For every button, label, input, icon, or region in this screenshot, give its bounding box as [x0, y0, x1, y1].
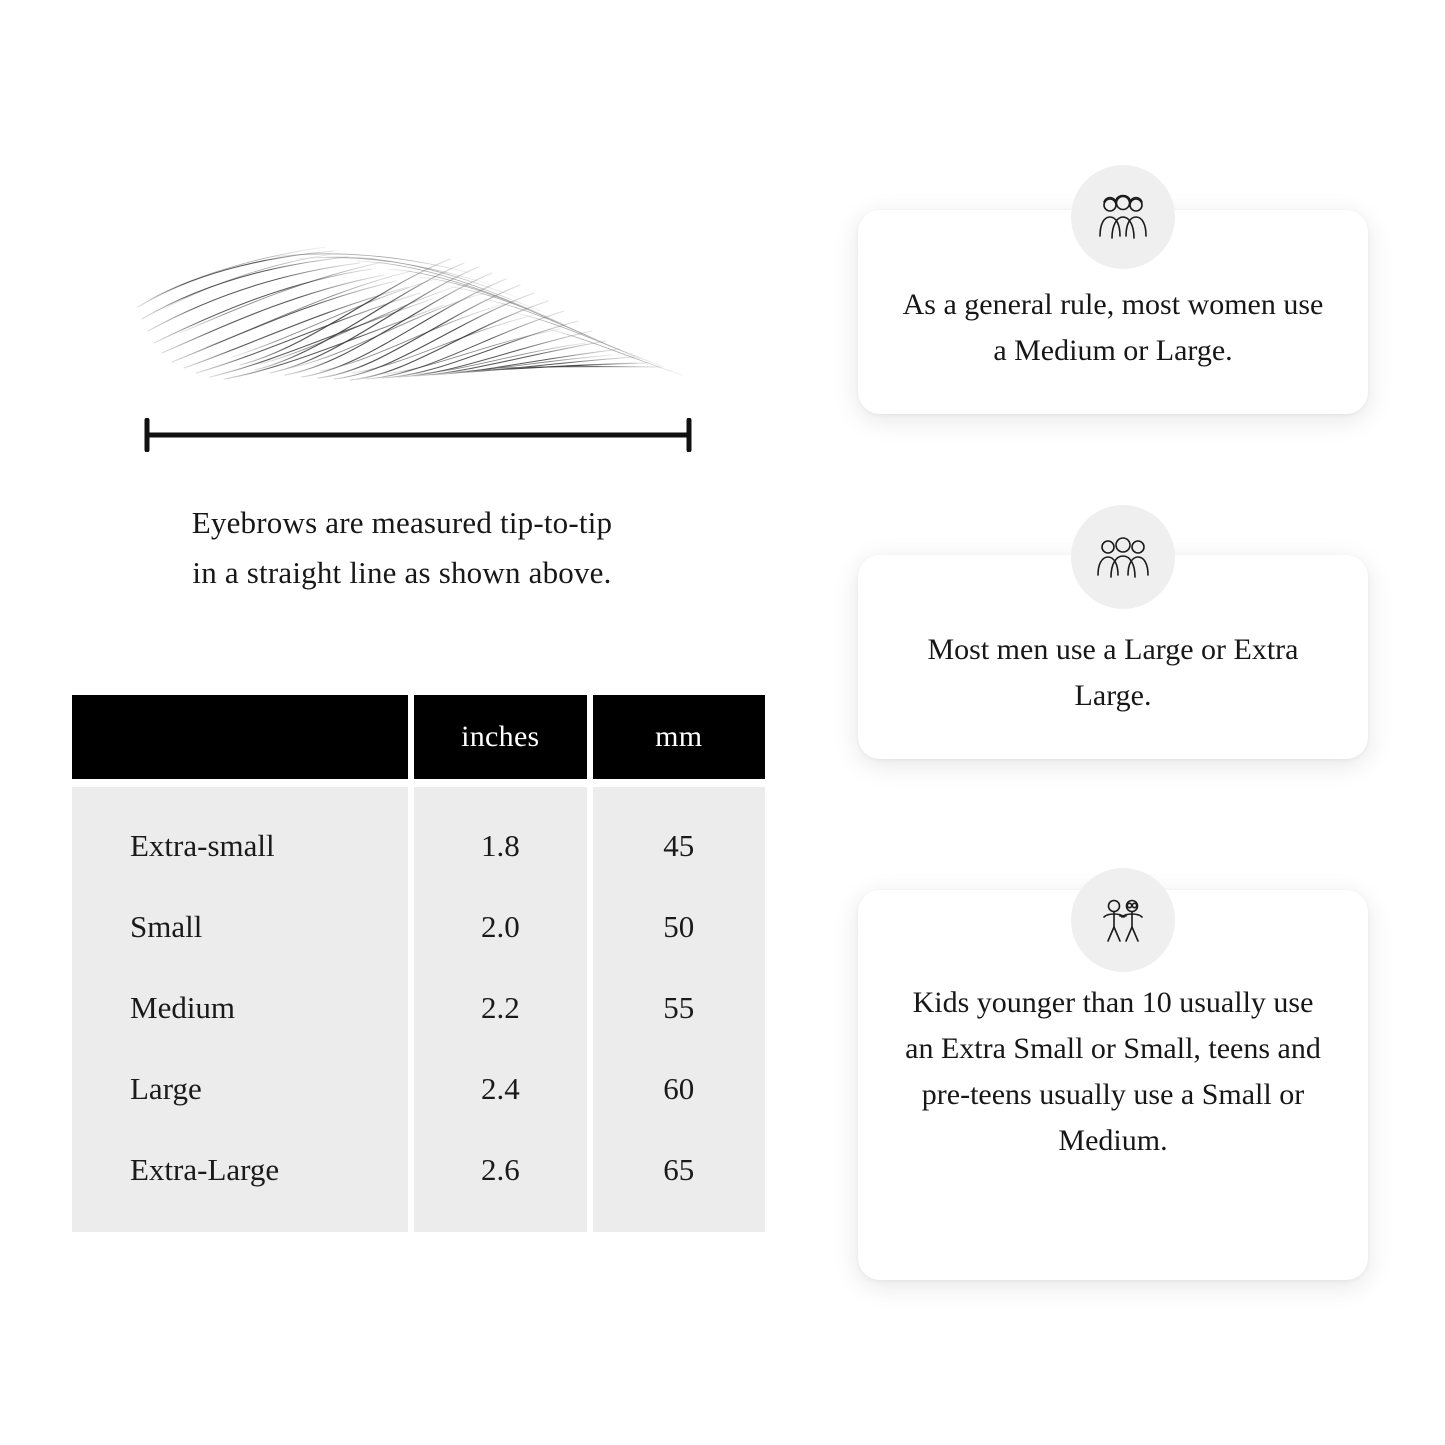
note-text: As a general rule, most women use a Medium or Large.	[902, 288, 1324, 367]
table-cell: 45	[663, 827, 695, 863]
size-table	[72, 695, 765, 1232]
table-cell: 60	[663, 1070, 695, 1106]
header-size	[72, 695, 408, 779]
kids-group-icon	[1071, 868, 1175, 972]
table-cell: 2.6	[480, 1151, 520, 1187]
header-mm: mm	[593, 695, 765, 779]
men-group-icon	[1071, 505, 1175, 609]
table-header-row	[72, 695, 765, 779]
note-text: Most men use a Large or Extra Large.	[927, 633, 1299, 712]
table-body	[72, 787, 765, 1232]
caption-line-2: in a straight line as shown above.	[192, 555, 612, 591]
table-cell: Large	[130, 1070, 202, 1106]
table-cell: 2.2	[480, 989, 520, 1025]
table-cell: 1.8	[480, 827, 520, 863]
table-cell: Extra-Large	[130, 1151, 280, 1187]
caption-line-1: Eyebrows are measured tip-to-tip	[191, 505, 613, 540]
eyebrow-icon	[120, 215, 720, 405]
table-cell: 50	[663, 908, 695, 944]
header-inches: inches	[414, 695, 586, 779]
table-cell: Extra-small	[130, 827, 275, 863]
column-mm	[593, 787, 765, 1232]
table-cell: Small	[130, 908, 203, 944]
table-cell: 55	[663, 989, 695, 1025]
women-group-icon	[1071, 165, 1175, 269]
right-column	[800, 0, 1445, 1445]
measurement-caption	[72, 498, 732, 598]
eyebrow-illustration	[120, 215, 720, 405]
table-cell: 65	[663, 1151, 695, 1187]
table-cell: 2.4	[480, 1070, 520, 1106]
note-text: Kids younger than 10 usually use an Extra Small or Small, teens and pre-teens usually use a Small or Medium.	[905, 986, 1321, 1157]
table-cell: 2.0	[480, 908, 520, 944]
measure-bar-icon	[143, 418, 693, 452]
table-cell: Medium	[130, 989, 236, 1025]
column-inches	[414, 787, 586, 1232]
column-size	[72, 787, 408, 1232]
